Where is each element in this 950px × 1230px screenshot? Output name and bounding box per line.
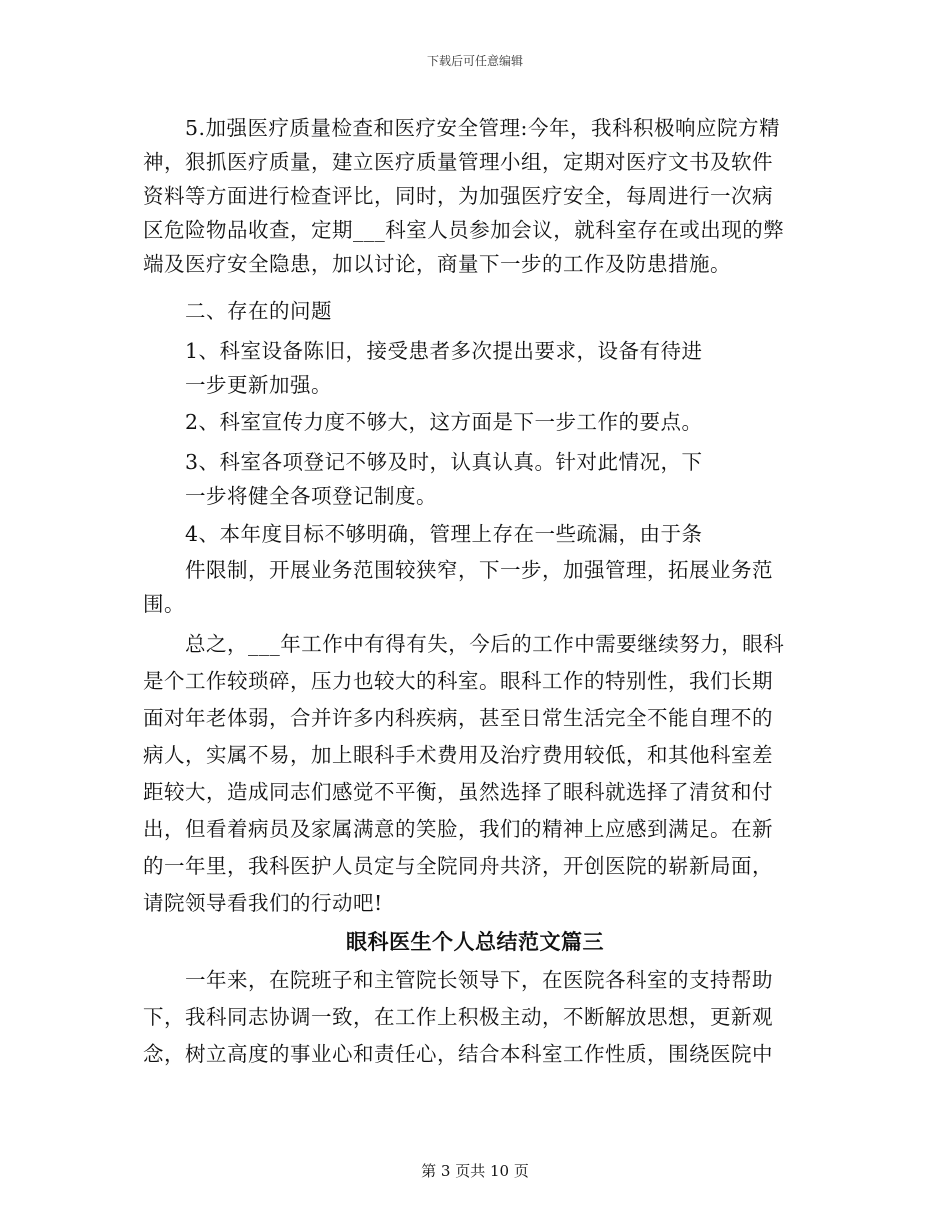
body-line: 总之，___年工作中有得有失，今后的工作中需要继续努力，眼科 (143, 632, 785, 656)
body-line: 一步将健全各项登记制度。 (143, 484, 437, 508)
body-line: 距较大，造成同志们感觉不平衡，虽然选择了眼科就选择了清贫和付 (143, 780, 773, 804)
section-title: 眼科医生个人总结范文篇三 (346, 929, 604, 954)
page-footer: 第 3 页共 10 页 (421, 1162, 529, 1180)
body-line: 念，树立高度的事业心和责任心，结合本科室工作性质，围绕医院中 (143, 1042, 773, 1066)
section-heading: 二、存在的问题 (143, 299, 332, 323)
body-line: 面对年老体弱，合并许多内科疾病，甚至日常生活完全不能自理不的 (143, 706, 773, 730)
body-line: 是个工作较琐碎，压力也较大的科室。眼科工作的特别性，我们长期 (143, 669, 773, 693)
body-line: 件限制，开展业务范围较狭窄，下一步，加强管理，拓展业务范 (143, 558, 773, 582)
body-line: 围。 (143, 592, 185, 616)
body-line: 请院领导看我们的行动吧! (143, 891, 383, 915)
body-line: 一步更新加强。 (143, 373, 332, 397)
body-line: 端及医疗安全隐患，加以讨论，商量下一步的工作及防患措施。 (143, 252, 731, 276)
body-line: 5.加强医疗质量检查和医疗安全管理:今年，我科积极响应院方精 (143, 116, 780, 140)
body-line: 病人，实属不易，加上眼科手术费用及治疗费用较低，和其他科室差 (143, 743, 773, 767)
body-line: 区危险物品收查，定期___科室人员参加会议，就科室存在或出现的弊 (143, 218, 785, 242)
body-line: 神，狠抓医疗质量，建立医疗质量管理小组，定期对医疗文书及软件 (143, 150, 773, 174)
body-line: 3、科室各项登记不够及时，认真认真。针对此情况，下 (143, 450, 703, 474)
body-line: 4、本年度目标不够明确，管理上存在一些疏漏，由于条 (143, 522, 703, 546)
body-line: 出，但看着病员及家属满意的笑脸，我们的精神上应感到满足。在新 (143, 817, 773, 841)
page-header: 下载后可任意编辑 (426, 54, 523, 68)
body-line: 资料等方面进行检查评比，同时，为加强医疗安全，每周进行一次病 (143, 184, 773, 208)
body-line: 下，我科同志协调一致，在工作上积极主动，不断解放思想，更新观 (143, 1005, 773, 1029)
body-line: 1、科室设备陈旧，接受患者多次提出要求，设备有待进 (143, 339, 703, 363)
body-line: 的一年里，我科医护人员定与全院同舟共济，开创医院的崭新局面， (143, 854, 773, 878)
body-line: 2、科室宣传力度不够大，这方面是下一步工作的要点。 (143, 410, 703, 434)
body-line: 一年来，在院班子和主管院长领导下，在医院各科室的支持帮助 (143, 968, 773, 992)
